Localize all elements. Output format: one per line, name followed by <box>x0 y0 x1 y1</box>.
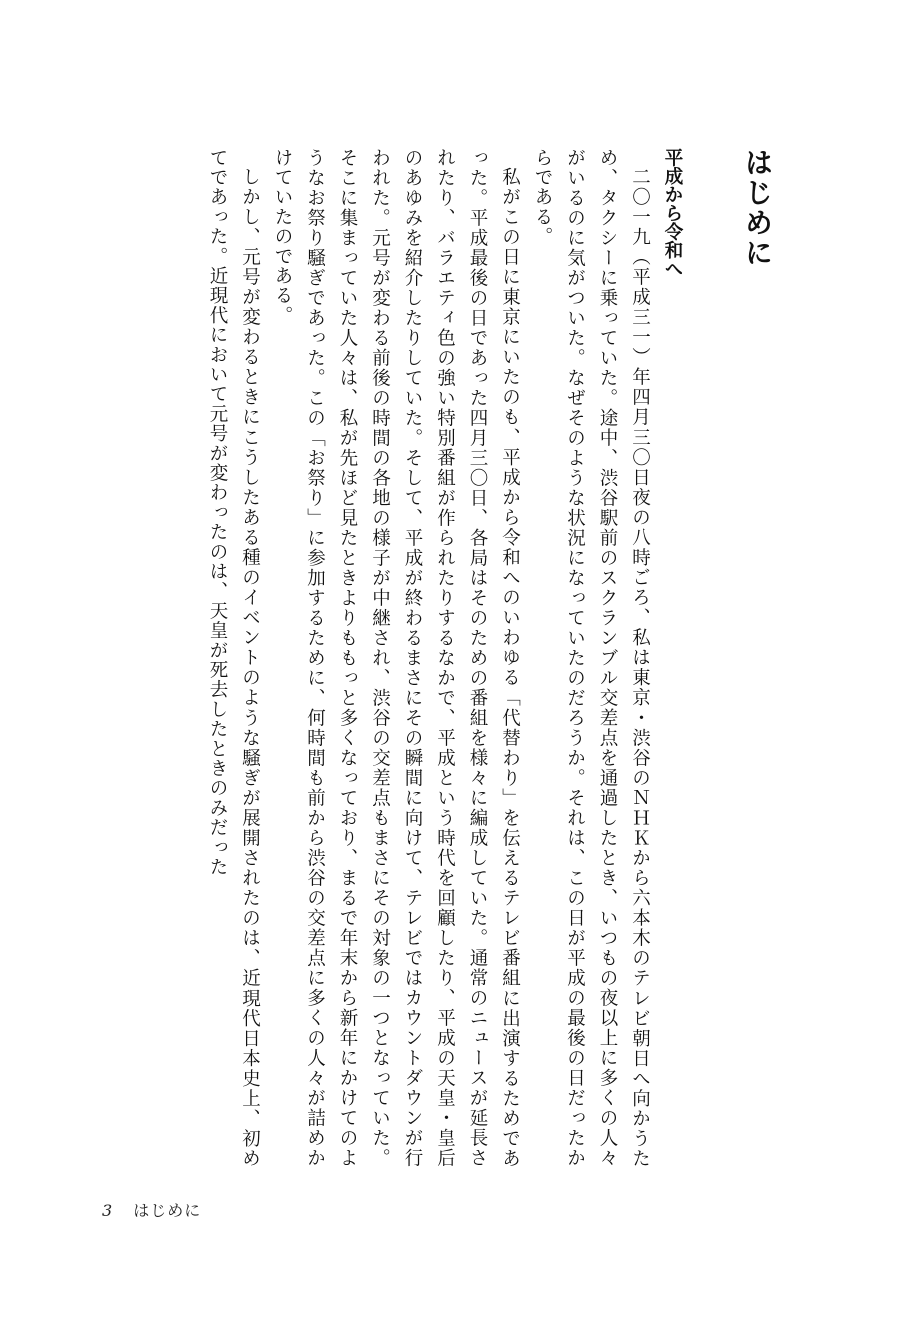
running-title: はじめに <box>133 1201 202 1220</box>
page-number: 3 <box>102 1201 114 1220</box>
paragraph: 私がこの日に東京にいたのも、平成から令和へのいわゆる「代替わり」を伝えるテレビ番組に出演するためであった。平成最後の日であった四月三〇日、各局はそのための番組を様々に編成していた。通常のニュースが延長されたり、バラエティ色の強い特別番組が作られたりするなかで、平成という時代を回顧したり、平成の天皇・皇后のあゆみを紹介したりしていた。そして、平成が終わるまさにその瞬間に向けて、テレビではカウントダウンが行われた。元号が変わる前後の時間の各地の様子が中継され、渋谷の交差点もまさにその対象の一つとなっていた。そこに集まっていた人々は、私が先ほど見たときよりももっと多くなっており、まるで年末から新年にかけてのようなお祭り騒ぎであった。この「お祭り」に参加するために、何時間も前から渋谷の交差点に多くの人々が詰めかけていたのである。 <box>272 148 521 1168</box>
paragraph: 二〇一九（平成三一）年四月三〇日夜の八時ごろ、私は東京・渋谷のＮＨＫから六本木のテレビ朝日へ向かうため、タクシーに乗っていた。途中、渋谷駅前のスクランブル交差点を通過したとき、いつもの夜以上に多くの人々がいるのに気がついた。なぜそのような状況になっていたのだろうか。それは、この日が平成の最後の日だったからである。 <box>532 148 651 1168</box>
page-text-block <box>201 148 773 1168</box>
chapter-title: はじめに <box>741 148 774 268</box>
page-footer <box>102 1198 201 1221</box>
section-heading: 平成から令和へ <box>662 148 683 278</box>
paragraph: しかし、元号が変わるときにこうしたある種のイベントのような騒ぎが展開されたのは、近現代日本史上、初めてであった。近現代において元号が変わったのは、天皇が死去したときのみだった <box>207 148 261 1168</box>
body-text <box>201 148 656 1168</box>
